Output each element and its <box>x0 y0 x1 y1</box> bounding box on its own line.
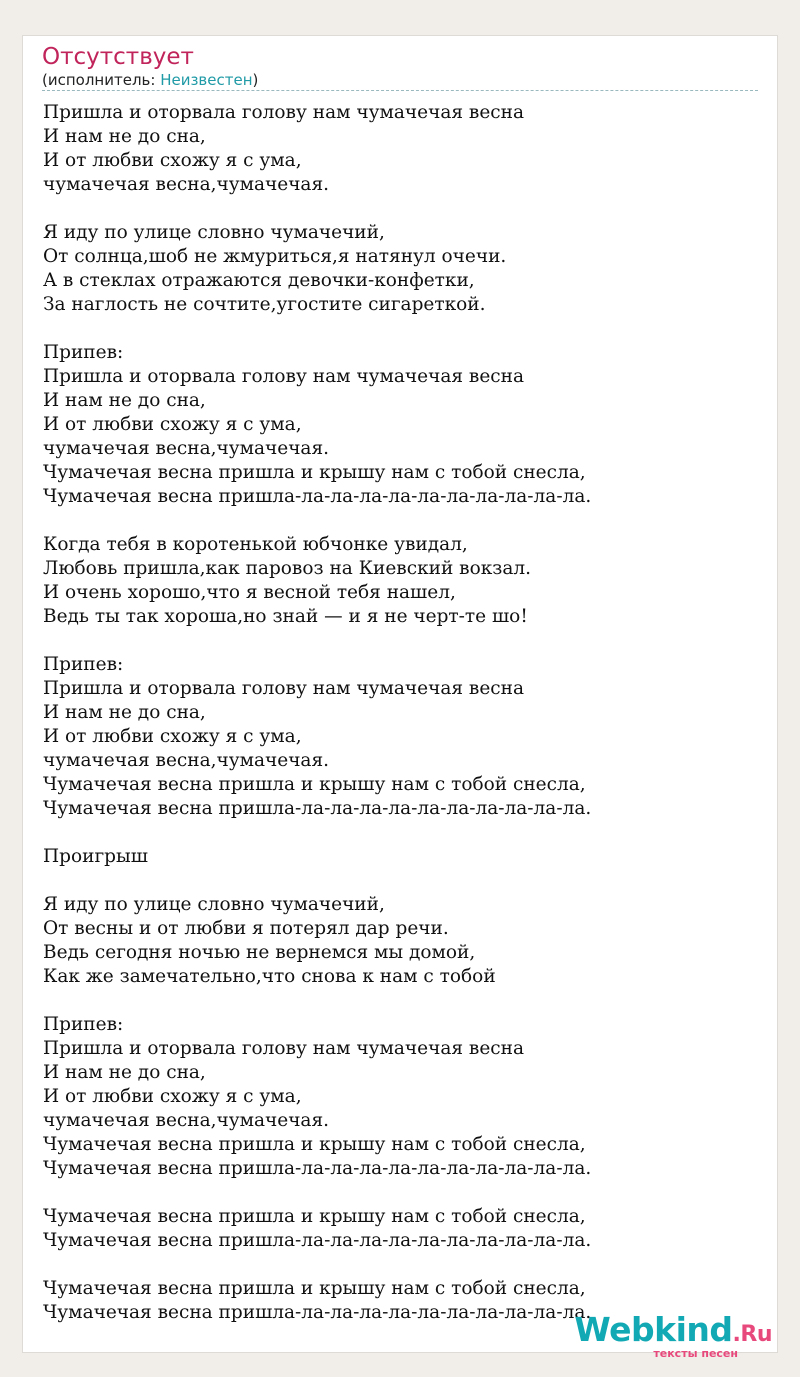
artist-line <box>42 71 258 89</box>
song-title: Отсутствует <box>42 44 194 70</box>
watermark-brand: Webkind <box>574 1310 733 1349</box>
artist-suffix: ) <box>252 71 259 89</box>
site-watermark <box>574 1310 772 1360</box>
lyrics-text: Пришла и оторвала голову нам чумачечая весна И нам не до сна, И от любви схожу я с ума, чумачечая весна,чумачечая. Я иду по улице словно чумачечий, От солнца,шоб не жмуриться,я натянул очечи. А в стеклах отражаются девочки-конфетки, За наглость не сочтите,угостите сигареткой. Припев: Пришла и оторвала голову нам чумачечая весна И нам не до сна, И от любви схожу я с ума, чумачечая весна,чумачечая. Чумачечая весна пришла и крышу нам с тобой снесла, Чумачечая весна пришла-ла-ла-ла-ла-ла-ла-ла-ла-ла-ла. Когда тебя в коротенькой юбчонке увидал, Любовь пришла,как паровоз на Киевский вокзал. И очень хорошо,что я весной тебя нашел, Ведь ты так хороша,но знай — и я не черт-те шо! Припев: Пришла и оторвала голову нам чумачечая весна И нам не до сна, И от любви схожу я с ума, чумачечая весна,чумачечая. Чумачечая весна пришла и крышу нам с тобой снесла, Чумачечая весна пришла-ла-ла-ла-ла-ла-ла-ла-ла-ла-ла. Проигрыш Я иду по улице словно чумачечий, От весны и от любви я потерял дар речи. Ведь сегодня ночью не вернемся мы домой, Как же замечательно,что снова к нам с тобой Припев: Пришла и оторвала голову нам чумачечая весна И нам не до сна, И от любви схожу я с ума, чумачечая весна,чумачечая. Чумачечая весна пришла и крышу нам с тобой снесла, Чумачечая весна пришла-ла-ла-ла-ла-ла-ла-ла-ла-ла-ла. Чумачечая весна пришла и крышу нам с тобой снесла, Чумачечая весна пришла-ла-ла-ла-ла-ла-ла-ла-ла-ла-ла. Чумачечая весна пришла и крышу нам с тобой снесла, Чумачечая весна пришла-ла-ла-ла-ла-ла-ла-ла-ла-ла-ла. <box>43 102 592 1323</box>
artist-prefix: (исполнитель: <box>42 71 161 89</box>
title-divider <box>42 90 758 91</box>
watermark-tagline: тексты песен <box>653 1347 738 1360</box>
watermark-tld: .Ru <box>732 1322 772 1347</box>
artist-link[interactable]: Неизвестен <box>160 71 253 89</box>
